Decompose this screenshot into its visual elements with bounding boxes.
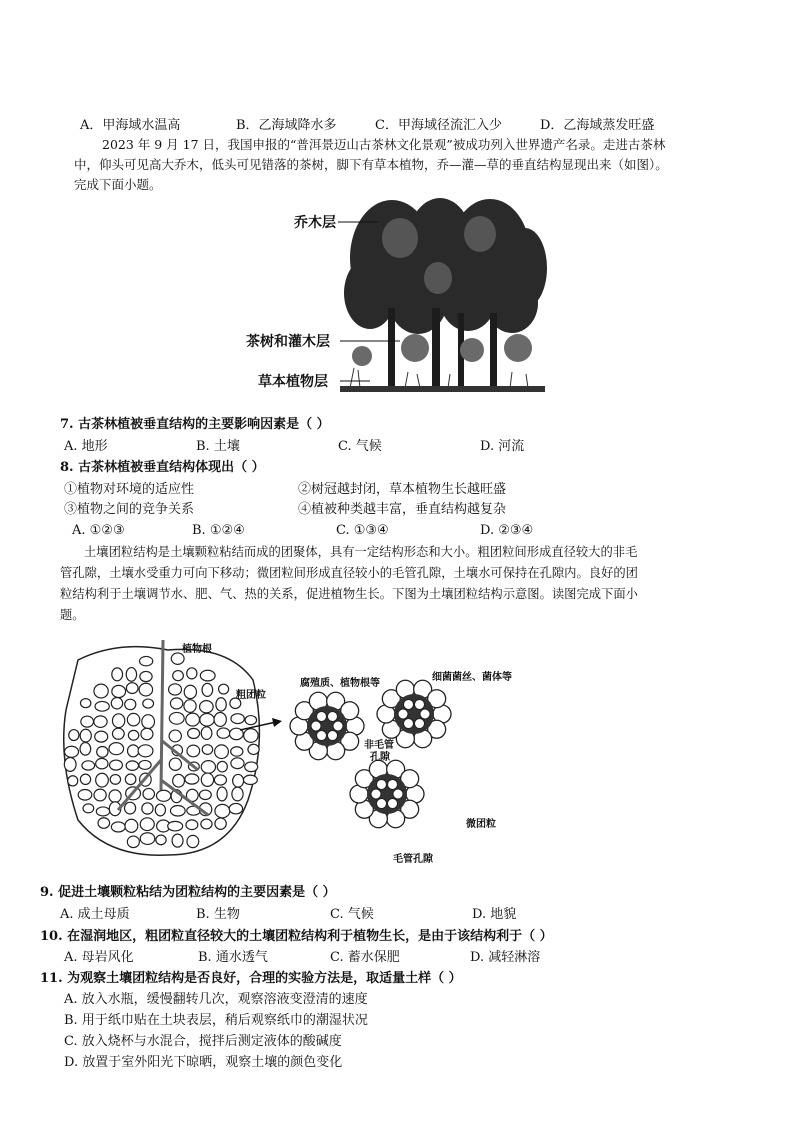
forest-figure bbox=[340, 198, 550, 398]
soil-particle bbox=[96, 807, 109, 816]
option-b-prev: B．乙海域降水多 bbox=[236, 118, 337, 133]
soil-particle bbox=[112, 668, 123, 681]
leader-herb bbox=[340, 379, 370, 383]
option-a-prev: A．甲海域水温高 bbox=[80, 118, 181, 133]
label-noncapillary-1: 非毛管 bbox=[364, 740, 394, 751]
soil-particle bbox=[143, 788, 155, 799]
soil-particle bbox=[169, 730, 181, 742]
q10-option-d: D. 减轻淋溶 bbox=[470, 950, 541, 965]
soil-particle bbox=[110, 760, 123, 770]
soil-particle bbox=[125, 774, 136, 785]
soil-particle bbox=[184, 685, 196, 698]
label-herb-layer: 草本植物层 bbox=[258, 374, 328, 390]
soil-particle bbox=[139, 683, 152, 696]
soil-aggregate-figure bbox=[58, 640, 268, 862]
soil-particle bbox=[169, 712, 184, 724]
q9-option-a: A. 成土母质 bbox=[60, 907, 130, 922]
soil-particle bbox=[199, 790, 211, 799]
q8-statement-4: ④植被种类越丰富，垂直结构越复杂 bbox=[298, 502, 507, 517]
soil-particle bbox=[124, 802, 135, 814]
q11-option-a: A. 放入水瓶，缓慢翻转几次，观察溶液变澄清的速度 bbox=[64, 992, 368, 1007]
q11-option-b: B. 用于纸巾贴在土块表层，稍后观察纸巾的潮湿状况 bbox=[64, 1013, 368, 1028]
q8-option-b: B. ①②④ bbox=[192, 523, 245, 538]
soil-particle bbox=[96, 773, 109, 787]
soil-particle bbox=[94, 789, 106, 801]
soil-particle bbox=[185, 774, 199, 784]
soil-particle bbox=[110, 775, 120, 785]
soil-particle bbox=[188, 728, 200, 738]
soil-particle bbox=[156, 835, 166, 845]
soil-particle bbox=[202, 683, 213, 696]
soil-particle bbox=[80, 774, 90, 784]
soil-particle bbox=[215, 818, 226, 829]
q9-option-c: C. 气候 bbox=[330, 907, 374, 922]
soil-particle bbox=[186, 820, 198, 830]
soil-particle bbox=[81, 716, 94, 727]
intro1-line3: 完成下面小题。 bbox=[74, 177, 162, 192]
soil-particle bbox=[126, 668, 136, 682]
leader-shrub bbox=[340, 339, 400, 343]
soil-particle bbox=[187, 835, 199, 847]
label-noncapillary-2: 孔隙 bbox=[370, 752, 390, 763]
soil-particle bbox=[142, 803, 153, 814]
soil-particle bbox=[96, 758, 108, 769]
soil-particle bbox=[214, 712, 226, 726]
soil-particle bbox=[202, 745, 212, 755]
soil-particle bbox=[187, 668, 197, 679]
q8-option-d: D. ②③④ bbox=[480, 523, 534, 538]
soil-particle bbox=[111, 822, 125, 832]
label-shrub-layer: 茶树和灌木层 bbox=[246, 334, 330, 350]
soil-particle bbox=[169, 684, 182, 695]
soil-particle bbox=[217, 728, 230, 738]
q8-statement-2: ②树冠越封闭，草本植物生长越旺盛 bbox=[298, 482, 507, 497]
q7-option-c: C. 气候 bbox=[338, 439, 382, 454]
soil-particle bbox=[80, 699, 90, 708]
soil-particle bbox=[248, 744, 259, 754]
soil-particle bbox=[109, 743, 124, 755]
soil-particle bbox=[80, 743, 91, 756]
q10-stem: 10. 在湿润地区，粗团粒直径较大的土壤团粒结构利于植物生长，是由于该结构利于（ ） bbox=[40, 929, 553, 944]
micro-aggregate bbox=[350, 760, 424, 827]
arrow-icon bbox=[240, 718, 284, 734]
soil-particle bbox=[217, 761, 227, 772]
soil-particle bbox=[156, 790, 170, 801]
soil-particle bbox=[83, 804, 94, 813]
soil-particle bbox=[200, 713, 214, 726]
soil-particle bbox=[69, 730, 79, 741]
q8-statement-3: ③植物之间的竞争关系 bbox=[64, 502, 195, 517]
micro-aggregate bbox=[290, 692, 364, 759]
q11-option-d: D. 放置于室外阳光下晾晒，观察土壤的颜色变化 bbox=[64, 1055, 343, 1070]
q9-stem: 9. 促进土壤颗粒粘结为团粒结构的主要因素是（ ） bbox=[40, 885, 336, 900]
soil-particle bbox=[217, 787, 227, 801]
soil-particle bbox=[201, 761, 215, 774]
intro2-line1: 土壤团粒结构是土壤颗粒粘结而成的团聚体，具有一定结构形态和大小。粗团粒间形成直径较大的非毛 bbox=[84, 545, 638, 559]
soil-particle bbox=[125, 819, 138, 832]
intro2-line2: 管孔隙，土壤水受重力可向下移动；微团粒间形成直径较小的毛管孔隙，土壤水可保持在孔隙内。良好的团 bbox=[60, 566, 638, 580]
soil-particle bbox=[229, 803, 242, 813]
soil-particle bbox=[112, 728, 124, 739]
soil-particle bbox=[111, 697, 122, 708]
soil-particle bbox=[140, 671, 152, 681]
soil-particle bbox=[170, 806, 185, 817]
soil-particle bbox=[215, 745, 229, 759]
label-capillary: 毛管孔隙 bbox=[393, 854, 433, 865]
soil-particle bbox=[126, 683, 138, 694]
soil-particle bbox=[112, 685, 126, 697]
soil-particle bbox=[184, 700, 196, 713]
q7-option-a: A. 地形 bbox=[64, 439, 108, 454]
soil-particle bbox=[127, 713, 139, 726]
label-humus: 腐殖质、植物根等 bbox=[300, 678, 380, 689]
soil-particle bbox=[219, 684, 229, 694]
soil-particle bbox=[127, 745, 138, 757]
label-plant-root: 植物根 bbox=[182, 644, 212, 655]
soil-particle bbox=[68, 776, 78, 786]
soil-particle bbox=[231, 758, 244, 769]
soil-particle bbox=[141, 728, 153, 740]
soil-particle bbox=[201, 727, 212, 740]
q8-stem: 8. 古茶林植被垂直结构体现出（ ） bbox=[60, 460, 265, 475]
intro1-line1: 2023 年 9 月 17 日，我国申报的“普洱景迈山古茶林文化景观”被成功列入世界遗产名录。走进古茶林 bbox=[102, 137, 666, 152]
soil-particle bbox=[200, 701, 214, 713]
q11-option-c: C. 放入烧杯与水混合，搅拌后测定液体的酸碱度 bbox=[64, 1034, 342, 1049]
soil-particle bbox=[126, 761, 138, 770]
soil-particle bbox=[142, 715, 155, 729]
q7-stem: 7. 古茶林植被垂直结构的主要影响因素是（ ） bbox=[60, 417, 330, 432]
intro2-line3: 粒结构利于土壤调节水、肥、气、热的关系，促进植物生长。下图为土壤团粒结构示意图。读图完成下面小 bbox=[60, 587, 638, 601]
q8-statement-1: ①植物对环境的适应性 bbox=[64, 482, 195, 497]
q7-option-d: D. 河流 bbox=[480, 439, 525, 454]
soil-particle bbox=[168, 821, 183, 831]
q9-option-b: B. 生物 bbox=[196, 907, 240, 922]
q8-option-c: C. ①③④ bbox=[336, 523, 389, 538]
soil-particle bbox=[139, 656, 152, 665]
soil-particle bbox=[82, 761, 95, 770]
label-bacteria: 细菌菌丝、菌体等 bbox=[432, 672, 512, 683]
q10-option-c: C. 蓄水保肥 bbox=[330, 950, 400, 965]
soil-particle bbox=[98, 818, 110, 829]
q10-option-b: B. 通水透气 bbox=[198, 950, 268, 965]
q11-stem: 11. 为观察土壤团粒结构是否良好，合理的实验方法是，取适量土样（ ） bbox=[40, 971, 462, 986]
soil-particle bbox=[155, 804, 165, 816]
soil-particle bbox=[244, 775, 258, 784]
soil-particle bbox=[139, 760, 151, 769]
soil-particle bbox=[94, 716, 107, 727]
soil-particle bbox=[201, 773, 213, 786]
q7-option-b: B. 土壤 bbox=[196, 439, 240, 454]
soil-particle bbox=[200, 670, 215, 681]
q9-option-d: D. 地貌 bbox=[472, 907, 517, 922]
soil-particle bbox=[97, 746, 108, 757]
soil-particle bbox=[169, 758, 181, 770]
q10-option-a: A. 母岩风化 bbox=[64, 950, 134, 965]
q8-option-a: A. ①②③ bbox=[72, 523, 125, 538]
soil-particle bbox=[187, 745, 200, 757]
soil-particle bbox=[140, 833, 155, 845]
soil-particle bbox=[95, 731, 108, 742]
soil-particle bbox=[138, 745, 153, 757]
soil-particle bbox=[80, 729, 91, 742]
soil-particle bbox=[127, 836, 139, 848]
soil-particle bbox=[186, 713, 200, 726]
soil-particle bbox=[173, 774, 185, 787]
intro2-line4: 题。 bbox=[60, 608, 85, 622]
soil-particle bbox=[201, 819, 212, 829]
soil-particle bbox=[95, 701, 109, 711]
label-tree-layer: 乔木层 bbox=[294, 215, 336, 231]
soil-particle bbox=[173, 671, 184, 681]
soil-particle bbox=[109, 790, 121, 803]
soil-particle bbox=[143, 699, 154, 708]
intro1-line2: 中，仰头可见高大乔木，低头可见错落的茶树，脚下有草本植物，乔—灌—草的垂直结构显现出来（如图）。 bbox=[74, 157, 668, 172]
soil-particle bbox=[216, 698, 226, 711]
soil-particle bbox=[172, 834, 183, 847]
soil-particle bbox=[125, 699, 136, 709]
soil-particle bbox=[215, 804, 230, 817]
soil-particle bbox=[64, 757, 76, 771]
soil-particle bbox=[231, 747, 243, 756]
soil-particle bbox=[233, 774, 244, 787]
option-d-prev: D．乙海域蒸发旺盛 bbox=[540, 118, 655, 133]
leader-tree bbox=[338, 220, 378, 224]
soil-particle bbox=[245, 762, 258, 772]
soil-particle bbox=[140, 818, 154, 831]
soil-particle bbox=[170, 698, 182, 709]
label-micro-aggregate: 微团粒 bbox=[466, 819, 496, 830]
soil-particle bbox=[232, 787, 243, 801]
option-c-prev: C．甲海域径流汇入少 bbox=[375, 118, 502, 133]
soil-particle bbox=[128, 730, 138, 740]
soil-particle bbox=[94, 684, 108, 698]
soil-particle bbox=[65, 746, 79, 757]
soil-particle bbox=[78, 790, 92, 801]
soil-particle bbox=[214, 775, 226, 785]
soil-particle bbox=[112, 714, 124, 728]
label-coarse-aggregate: 粗团粒 bbox=[236, 690, 266, 701]
